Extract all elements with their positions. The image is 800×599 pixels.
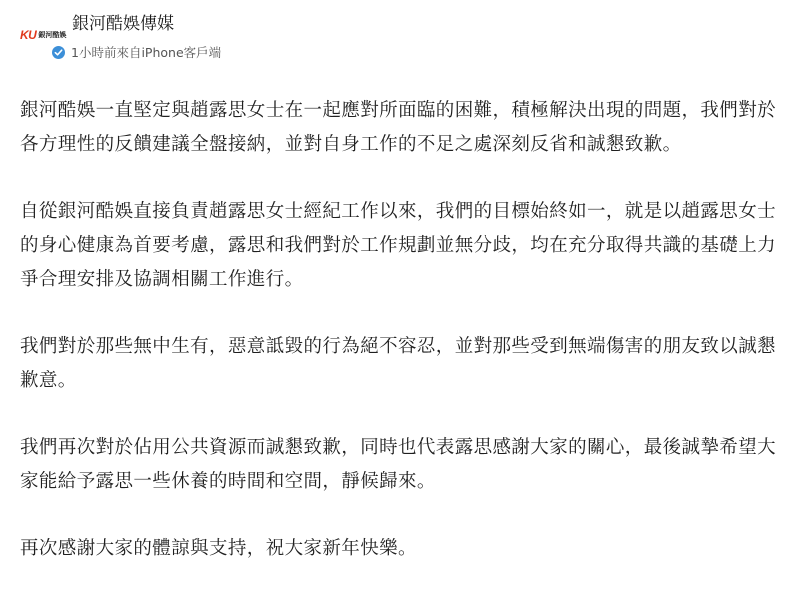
post-paragraph: 自從銀河酷娛直接負責趙露思女士經紀工作以來，我們的目標始終如一，就是以趙露思女士的身心健康為首要考慮，露思和我們對於工作規劃並無分歧，均在充分取得共識的基礎上力爭合理安排及協調相關工作進行。: [20, 201, 777, 290]
post-paragraph: 銀河酷娛一直堅定與趙露思女士在一起應對所面臨的困難，積極解決出現的問題，我們對於各方理性的反饋建議全盤接納，並對自身工作的不足之處深刻反省和誠懇致歉。: [20, 100, 777, 155]
account-name[interactable]: 銀河酷娛傳媒: [72, 14, 174, 34]
brand-logo[interactable]: [20, 28, 66, 42]
logo-text: 銀河酷娛: [38, 31, 67, 39]
post-paragraph: 再次感謝大家的體諒與支持，祝大家新年快樂。: [20, 538, 417, 559]
post-body: [20, 94, 790, 599]
verified-badge-icon: [52, 46, 65, 59]
post-paragraph: 我們對於那些無中生有，惡意詆毀的行為絕不容忍，並對那些受到無端傷害的朋友致以誠懇歉意。: [20, 336, 777, 391]
post-timestamp-source: 1小時前來自iPhone客戶端: [71, 45, 222, 60]
post-paragraph: 我們再次對於佔用公共資源而誠懇致歉，同時也代表露思感謝大家的關心，最後誠摯希望大家能給予露思一些休養的時間和空間，靜候歸來。: [20, 437, 777, 492]
logo-mark: KU: [20, 28, 37, 42]
post-header: [0, 0, 800, 72]
post-meta: [52, 44, 221, 60]
